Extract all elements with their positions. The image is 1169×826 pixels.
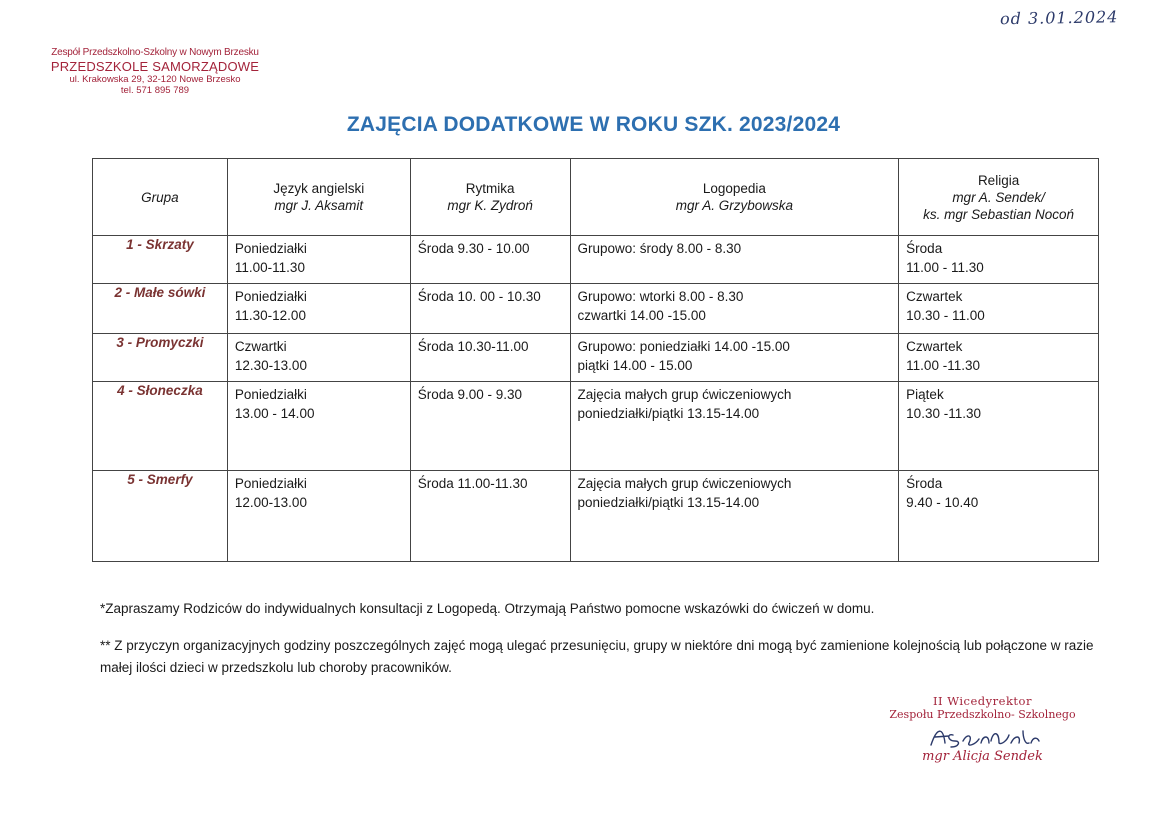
speech-cell: Grupowo: wtorki 8.00 - 8.30 czwartki 14.00 -15.00 [570,284,899,334]
header-religion: Religia mgr A. Sendek/ ks. mgr Sebastian Nocoń [899,159,1099,236]
speech-cell: Zajęcia małych grup ćwiczeniowych poniedziałki/piątki 13.15-14.00 [570,471,899,562]
group-name: 1 - Skrzaty [93,236,228,284]
signature-title: II Wicedyrektor [933,694,1032,708]
religion-cell: Czwartek 11.00 -11.30 [899,334,1099,382]
table-row [93,471,1099,562]
table-row [93,284,1099,334]
english-cell: Poniedziałki 11.30-12.00 [227,284,410,334]
religion-cell: Piątek 10.30 -11.30 [899,382,1099,471]
handwritten-date: od 3.01.2024 [999,7,1119,29]
table-row [93,236,1099,284]
header-group: Grupa [93,159,228,236]
english-cell: Poniedziałki 12.00-13.00 [227,471,410,562]
group-name: 2 - Małe sówki [93,284,228,334]
english-cell: Poniedziałki 13.00 - 14.00 [227,382,410,471]
rhythm-cell: Środa 11.00-11.30 [410,471,570,562]
page-title: ZAJĘCIA DODATKOWE W ROKU SZK. 2023/2024 [346,113,841,136]
religion-cell: Czwartek 10.30 - 11.00 [899,284,1099,334]
note-speech-consultation: *Zapraszamy Rodziców do indywidualnych konsultacji z Logopedą. Otrzymają Państwo pomocne wskazówki do ćwiczeń w domu. [100,601,875,616]
school-stamp [40,47,270,97]
handwritten-signature [923,723,1043,751]
stamp-line-address: ul. Krakowska 29, 32-120 Nowe Brzesko [69,74,241,86]
stamp-line-school: Zespół Przedszkolno-Szkolny w Nowym Brzesku [51,47,259,58]
stamp-line-kindergarten: PRZEDSZKOLE SAMORZĄDOWE [50,58,260,74]
group-name: 3 - Promyczki [93,334,228,382]
group-name: 5 - Smerfy [93,471,228,562]
table-row [93,334,1099,382]
note-schedule-changes: ** Z przyczyn organizacyjnych godziny poszczególnych zajęć mogą ulegać przesunięciu, grupy w niektóre dni mogą być zamienione kolejnością lub połączone w razie małej ilości dzieci w przedszkolu lub choroby pracowników. [100,638,1094,675]
rhythm-cell: Środa 9.00 - 9.30 [410,382,570,471]
rhythm-cell: Środa 10.30-11.00 [410,334,570,382]
schedule-table [92,158,1099,562]
group-name: 4 - Słoneczka [93,382,228,471]
header-english: Język angielski mgr J. Aksamit [227,159,410,236]
rhythm-cell: Środa 9.30 - 10.00 [410,236,570,284]
religion-cell: Środa 9.40 - 10.40 [899,471,1099,562]
speech-cell: Grupowo: środy 8.00 - 8.30 [570,236,899,284]
table-header-row [93,159,1099,236]
signature-stamp [880,694,1085,764]
religion-cell: Środa 11.00 - 11.30 [899,236,1099,284]
rhythm-cell: Środa 10. 00 - 10.30 [410,284,570,334]
english-cell: Czwartki 12.30-13.00 [227,334,410,382]
speech-cell: Grupowo: poniedziałki 14.00 -15.00 piątki 14.00 - 15.00 [570,334,899,382]
header-rhythm: Rytmika mgr K. Zydroń [410,159,570,236]
header-speech-therapy: Logopedia mgr A. Grzybowska [570,159,899,236]
stamp-line-phone: tel. 571 895 789 [120,85,190,97]
english-cell: Poniedziałki 11.00-11.30 [227,236,410,284]
signature-name: mgr Alicja Sendek [922,749,1043,764]
speech-cell: Zajęcia małych grup ćwiczeniowych poniedziałki/piątki 13.15-14.00 [570,382,899,471]
table-row [93,382,1099,471]
signature-institution: Zespołu Przedszkolno- Szkolnego [889,708,1076,721]
